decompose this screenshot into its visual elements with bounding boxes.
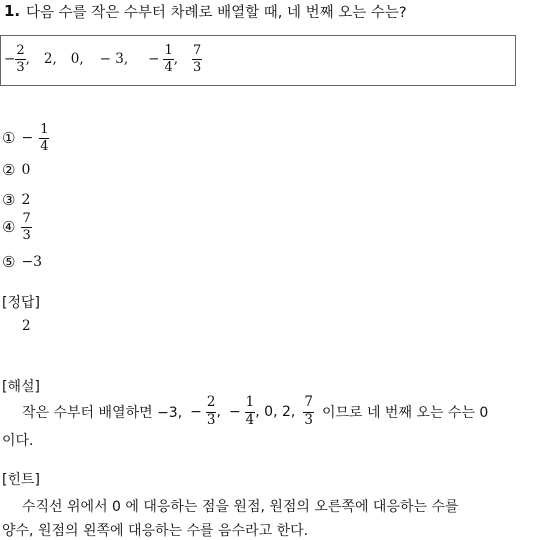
box-item-1: − $\frac{2}{3}$ , bbox=[4, 43, 30, 75]
option-value: −3 bbox=[21, 254, 43, 270]
box-item-4: − 3, bbox=[99, 51, 129, 67]
option-1[interactable]: ① − $\frac{1}{4}$ bbox=[2, 122, 49, 154]
box-item-3: 0, bbox=[70, 51, 84, 67]
box-item-5: − $\frac{1}{4}$ , bbox=[148, 43, 179, 75]
fraction: $\frac{2}{3}$ bbox=[16, 43, 25, 75]
box-item-2: 2, bbox=[43, 51, 57, 67]
fraction: $\frac{1}{4}$ bbox=[164, 43, 173, 75]
explanation-label: [해설] bbox=[2, 379, 40, 395]
answer-label: [정답] bbox=[2, 295, 40, 311]
fraction: $\frac{7}{3}$ bbox=[304, 394, 313, 428]
option-3[interactable] bbox=[2, 191, 30, 209]
hint-label: [힌트] bbox=[2, 472, 40, 488]
option-value: 0 bbox=[21, 162, 31, 178]
fraction: $\frac{1}{4}$ bbox=[245, 394, 255, 428]
fraction: $\frac{1}{4}$ bbox=[40, 122, 49, 154]
option-5[interactable] bbox=[2, 253, 42, 271]
explanation-line-1: 작은 수부터 배열하면 −3, − $\frac{2}{3}$ , − $\frac{1}{4}$ , 0, 2, $\frac{7}{3}$ 이므로 네 번째 오는 수는 0 bbox=[22, 394, 489, 428]
option-marker: ④ bbox=[2, 218, 16, 236]
option-2[interactable] bbox=[2, 161, 30, 179]
hint-line-1: 수직선 위에서 0 에 대응하는 점을 원점, 원점의 오른쪽에 대응하는 수를 bbox=[22, 499, 459, 515]
option-value: 2 bbox=[21, 192, 31, 208]
numbers-list bbox=[4, 44, 202, 74]
option-marker: ③ bbox=[2, 191, 16, 209]
question-number: 1. bbox=[4, 2, 21, 20]
answer-value: 2 bbox=[22, 318, 31, 334]
question-text: 다음 수를 작은 수부터 차례로 배열할 때, 네 번째 오는 수는? bbox=[26, 5, 407, 21]
hint-line-2: 양수, 원점의 왼쪽에 대응하는 수를 음수라고 한다. bbox=[2, 523, 309, 539]
fraction: $\frac{2}{3}$ bbox=[206, 394, 216, 428]
option-marker: ① bbox=[2, 129, 16, 147]
option-marker: ② bbox=[2, 161, 16, 179]
fraction: $\frac{7}{3}$ bbox=[22, 211, 31, 243]
option-marker: ⑤ bbox=[2, 253, 16, 271]
explanation-line-2: 이다. bbox=[2, 433, 34, 449]
option-4[interactable] bbox=[2, 212, 32, 242]
box-item-6: $\frac{7}{3}$ bbox=[193, 43, 202, 75]
